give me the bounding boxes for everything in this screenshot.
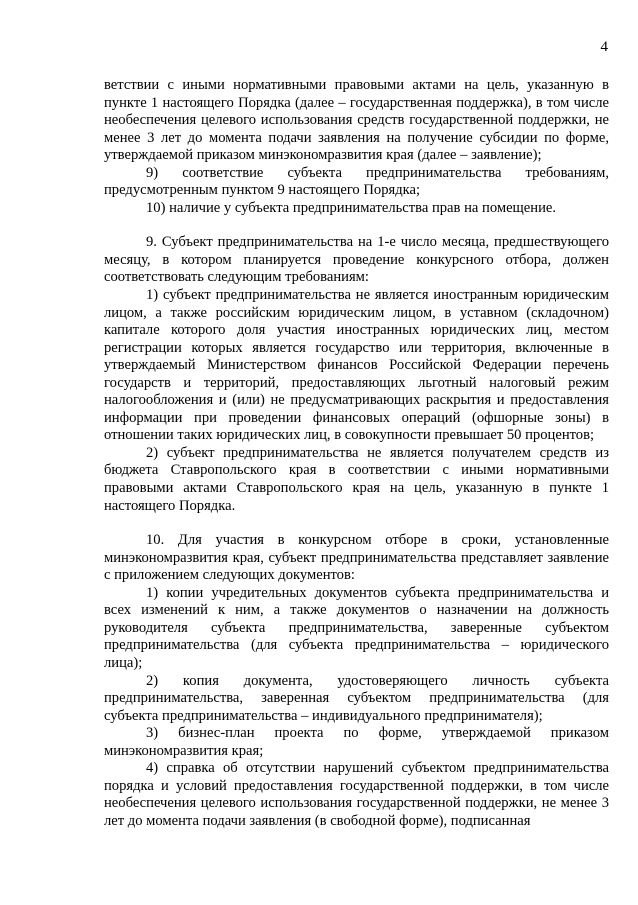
document-body — [104, 77, 609, 830]
section-9-item-2: 2) субъект предпринимательства не является получателем средств из бюджета Ставропольского края в соответствии с иными нормативными правовыми актами Ставропольского края на цель, указанную в пункте 1 настоящего Порядка. — [104, 444, 609, 514]
section-10-item-2: 2) копия документа, удостоверяющего личность субъекта предпринимательства, заверенная субъектом предпринимательства (для субъекта предпринимательства – индивидуального предпринимателя); — [104, 672, 609, 724]
section-9-item-1: 1) субъект предпринимательства не является иностранным юридическим лицом, а также российским юридическим лицом, в уставном (складочном) капитале которого доля участия иностранных юридических лиц, местом регистрации которых является государство или территория, включенные в утверждаемый Министерством финансов Российской Федерации перечень государств и территорий, предоставляющих льготный налоговый режим налогообложения и (или) не предусматривающих раскрытия и предоставления информации при проведении финансовых операций (офшорные зоны) в отношении таких юридических лиц, в совокупности превышает 50 процентов; — [104, 287, 609, 444]
page-number: 4 — [600, 39, 608, 55]
section-10-item-4: 4) справка об отсутствии нарушений субъектом предпринимательства порядка и условий предоставления государственной поддержки, в том числе необеспечения целевого использования государственной поддержки, не менее 3 лет до момента подачи заявления (в свободной форме), подписанная — [104, 760, 609, 829]
section-10-item-1: 1) копии учредительных документов субъекта предпринимательства и всех изменений к ним, а также документов о назначении на должность руководителя субъекта предпринимательства, заверенные субъектом предпринимательства (для субъекта предпринимательства – юридического лица); — [104, 584, 609, 671]
section-10-heading: 10. Для участия в конкурсном отборе в сроки, установленные минэкономразвития края, субъект предпринимательства представляет заявление с приложением следующих документов: — [104, 532, 609, 584]
section-10-item-3: 3) бизнес-план проекта по форме, утверждаемой приказом минэкономразвития края; — [104, 725, 609, 759]
paragraph-item-10: 10) наличие у субъекта предпринимательства прав на помещение. — [146, 199, 557, 216]
paragraph-continuation: ветствии с иными нормативными правовыми актами на цель, указанную в пункте 1 настоящего Порядка (далее – государственная поддержка), в том числе необеспечения целевого использования средств государственной поддержки, не менее 3 лет до момента подачи заявления на получение субсидии по форме, утверждаемой приказом минэкономразвития края (далее – заявление); — [104, 77, 609, 164]
section-9-heading: 9. Субъект предпринимательства на 1-е число месяца, предшествующего месяцу, в котором планируется проведение конкурсного отбора, должен соответствовать следующим требованиям: — [104, 234, 609, 286]
paragraph-item-9: 9) соответствие субъекта предпринимательства требованиям, предусмотренным пунктом 9 настоящего Порядка; — [104, 164, 609, 199]
